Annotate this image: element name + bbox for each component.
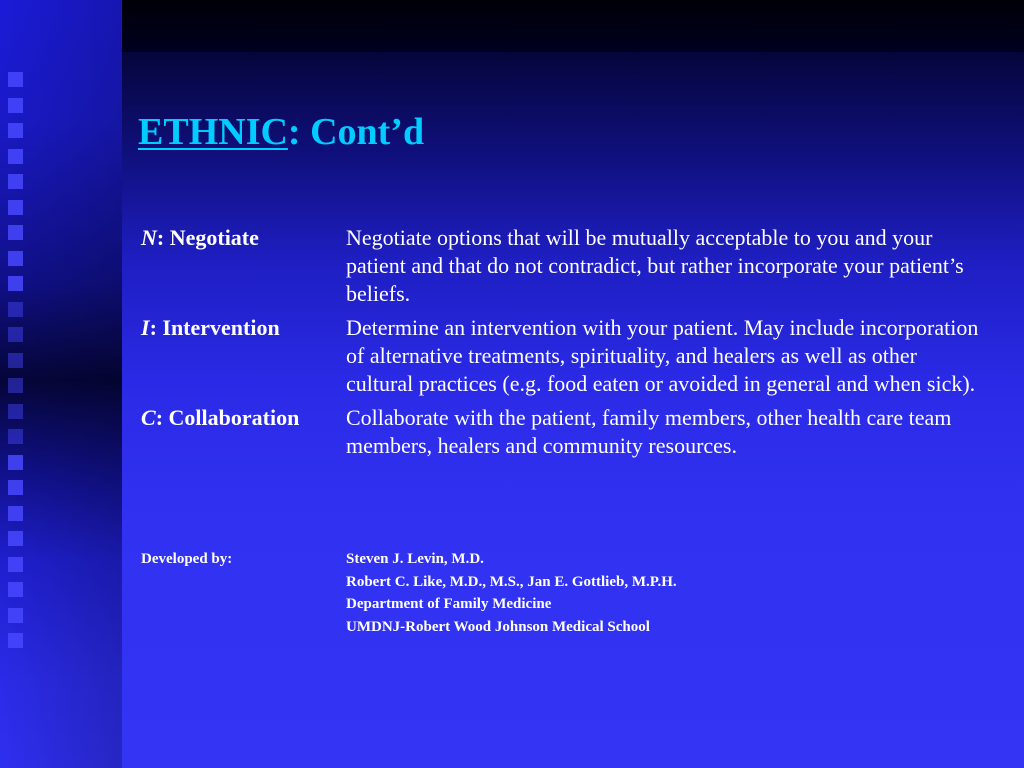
item-intervention (141, 314, 1001, 398)
slide-title (138, 110, 424, 154)
square-decoration (8, 429, 23, 444)
developer-line: Robert C. Like, M.D., M.S., Jan E. Gottlieb, M.P.H. (346, 573, 677, 590)
square-decoration (8, 98, 23, 113)
square-decoration (8, 633, 23, 648)
title-contd: : Cont’d (287, 111, 425, 153)
item-label (141, 404, 299, 432)
square-decoration (8, 327, 23, 342)
item-letter: I (141, 315, 150, 340)
item-label (141, 314, 280, 342)
square-decoration (8, 302, 23, 317)
square-bullets-column (8, 72, 28, 672)
item-label-text: : Collaboration (155, 405, 300, 430)
square-decoration (8, 225, 23, 240)
item-letter: C (141, 405, 156, 430)
developer-line: UMDNJ-Robert Wood Johnson Medical School (346, 618, 650, 635)
item-description: Negotiate options that will be mutually acceptable to you and your patient and that do not contradict, but rather incorporate your patient’s beliefs. (346, 225, 964, 306)
square-decoration (8, 200, 23, 215)
square-decoration (8, 123, 23, 138)
square-decoration (8, 353, 23, 368)
item-negotiate (141, 224, 1001, 308)
square-decoration (8, 72, 23, 87)
square-decoration (8, 149, 23, 164)
developer-line: Department of Family Medicine (346, 596, 552, 612)
square-decoration (8, 404, 23, 419)
item-collaboration (141, 404, 1001, 460)
square-decoration (8, 251, 23, 266)
item-label (141, 224, 259, 252)
square-decoration (8, 378, 23, 393)
square-decoration (8, 480, 23, 495)
square-decoration (8, 582, 23, 597)
ethnic-items (141, 224, 1001, 466)
square-decoration (8, 557, 23, 572)
developed-by-label: Developed by: (141, 551, 233, 567)
square-decoration (8, 276, 23, 291)
square-decoration (8, 174, 23, 189)
square-decoration (8, 531, 23, 546)
title-ethnic: ETHNIC (138, 111, 288, 153)
square-decoration (8, 455, 23, 470)
item-letter: N (141, 225, 157, 250)
square-decoration (8, 506, 23, 521)
item-label-text: : Negotiate (156, 225, 259, 250)
square-decoration (8, 608, 23, 623)
developed-by-block (141, 548, 1001, 638)
top-band (122, 0, 1024, 52)
item-description: Collaborate with the patient, family members, other health care team members, healers and community resources. (346, 405, 952, 458)
developer-line: Steven J. Levin, M.D. (346, 551, 484, 567)
developed-by-list (346, 548, 1001, 638)
item-label-text: : Intervention (149, 315, 280, 340)
item-description: Determine an intervention with your patient. May include incorporation of alternative treatments, spirituality, and healers as well as other cultural practices (e.g. food eaten or avoided in general and when sick). (346, 315, 979, 396)
